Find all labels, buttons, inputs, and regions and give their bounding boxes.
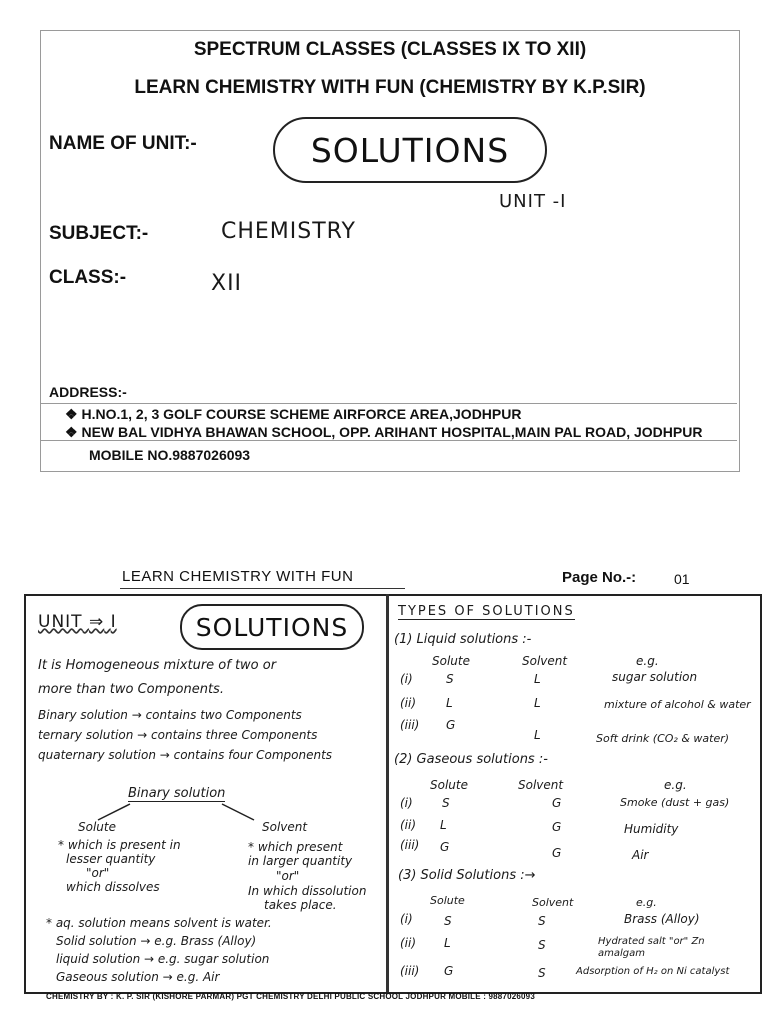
types-heading: TYPES OF SOLUTIONS — [398, 604, 575, 619]
cover-subtitle: LEARN CHEMISTRY WITH FUN (CHEMISTRY BY K.P.SIR) — [134, 77, 646, 98]
gas-row-solvent: G — [552, 820, 562, 834]
quaternary-definition: quaternary solution → contains four Components — [38, 748, 333, 762]
liquid-row-eg: sugar solution — [612, 670, 698, 684]
double-arrow-icon: ⇒ — [88, 612, 105, 632]
liquid-row-eg: mixture of alcohol & water — [604, 698, 751, 711]
gas-row-eg: Air — [632, 848, 649, 862]
solutions-title: SOLUTIONS — [195, 612, 349, 642]
aq-solution-note: * aq. solution means solvent is water. — [46, 916, 272, 930]
solid-col-solvent: Solvent — [532, 896, 574, 909]
solvent-desc-4: In which dissolution — [248, 884, 367, 898]
class-value: XII — [211, 271, 243, 296]
solute-desc-1: * which is present in — [58, 838, 181, 852]
page-number: 01 — [674, 571, 690, 587]
solid-row-solute: S — [444, 914, 452, 928]
bullet-icon: ❖ — [65, 406, 78, 422]
solid-row-num: (i) — [400, 912, 413, 926]
solid-row-num: (ii) — [400, 936, 417, 950]
gas-col-solvent: Solvent — [518, 778, 564, 792]
binary-solution-heading: Binary solution — [128, 786, 226, 801]
solid-row-eg: Brass (Alloy) — [624, 912, 700, 926]
gas-row-solute: L — [440, 818, 447, 832]
class-label: CLASS:- — [49, 267, 127, 288]
unit-name-value: SOLUTIONS — [310, 130, 510, 170]
liquid-row-solvent: L — [534, 696, 541, 710]
solvent-desc-1: * which present — [248, 840, 343, 854]
unit-name-label: NAME OF UNIT:- — [49, 133, 197, 154]
subject-label: SUBJECT:- — [49, 223, 149, 244]
liquid-col-solvent: Solvent — [522, 654, 568, 668]
gas-row-eg: Smoke (dust + gas) — [620, 796, 730, 809]
address-label: ADDRESS:- — [49, 384, 127, 400]
example-solid: Solid solution → e.g. Brass (Alloy) — [56, 934, 257, 948]
solid-row-solvent: S — [538, 938, 546, 952]
definition-line-1: It is Homogeneous mixture of two or — [38, 658, 277, 673]
solute-desc-4: which dissolves — [66, 880, 160, 894]
ternary-definition: ternary solution → contains three Components — [38, 728, 318, 742]
page-footer: CHEMISTRY BY : K. P. SIR (KISHORE PARMAR) PGT CHEMISTRY DELHI PUBLIC SCHOOL JODHPUR MOBILE : 9887026093 — [46, 992, 535, 1001]
liquid-row-num: (ii) — [400, 696, 417, 710]
liquid-row-solute: S — [446, 672, 454, 686]
liquid-row-solvent: L — [534, 672, 541, 686]
page-number-label: Page No.-: — [562, 569, 637, 586]
liquid-row-solute: L — [446, 696, 453, 710]
unit-number: UNIT -I — [499, 191, 567, 212]
gas-row-eg: Humidity — [624, 822, 679, 836]
page-header: LEARN CHEMISTRY WITH FUN — [122, 568, 354, 585]
solid-row-solute: L — [444, 936, 451, 950]
solid-solutions-heading: (3) Solid Solutions :→ — [398, 868, 536, 883]
example-gaseous: Gaseous solution → e.g. Air — [56, 970, 220, 984]
solid-row-num: (iii) — [400, 964, 420, 978]
solid-row-eg: Hydrated salt "or" Zn amalgam — [598, 936, 705, 959]
solid-row-solute: G — [444, 964, 454, 978]
address-line-1: ❖ H.NO.1, 2, 3 GOLF COURSE SCHEME AIRFORCE AREA,JODHPUR — [65, 406, 522, 422]
example-liquid: liquid solution → e.g. sugar solution — [56, 952, 270, 966]
liquid-row-num: (i) — [400, 672, 413, 686]
solid-col-eg: e.g. — [636, 896, 657, 909]
liquid-solutions-heading: (1) Liquid solutions :- — [394, 632, 532, 647]
liquid-col-eg: e.g. — [636, 654, 659, 668]
cover-title: SPECTRUM CLASSES (CLASSES IX TO XII) — [193, 39, 587, 60]
address-line-2: ❖ NEW BAL VIDHYA BHAWAN SCHOOL, OPP. ARIHANT HOSPITAL,MAIN PAL ROAD, JODHPUR — [65, 424, 703, 440]
gas-col-eg: e.g. — [664, 778, 687, 792]
definition-line-2: more than two Components. — [38, 682, 224, 697]
liquid-col-solute: Solute — [432, 654, 470, 668]
gas-row-num: (iii) — [400, 838, 420, 852]
solvent-desc-5: takes place. — [264, 898, 337, 912]
solvent-heading: Solvent — [262, 820, 308, 834]
liquid-row-solute: G — [446, 718, 456, 732]
bullet-icon: ❖ — [65, 424, 78, 440]
mobile-number: MOBILE NO.9887026093 — [89, 447, 251, 463]
solvent-desc-2: in larger quantity — [248, 854, 353, 868]
solid-row-eg: Adsorption of H₂ on Ni catalyst — [576, 966, 730, 977]
liquid-row-eg: Soft drink (CO₂ & water) — [596, 732, 730, 745]
gas-row-num: (i) — [400, 796, 413, 810]
solid-col-solute: Solute — [430, 894, 465, 907]
liquid-row-solvent: L — [534, 728, 541, 742]
solute-heading: Solute — [78, 820, 116, 834]
subject-value: CHEMISTRY — [221, 219, 356, 244]
solute-desc-3: "or" — [86, 866, 110, 880]
gas-col-solute: Solute — [430, 778, 468, 792]
liquid-row-num: (iii) — [400, 718, 420, 732]
solid-row-solvent: S — [538, 966, 546, 980]
binary-definition: Binary solution → contains two Components — [38, 708, 302, 722]
gas-row-solute: S — [442, 796, 450, 810]
gas-row-solvent: G — [552, 846, 562, 860]
gas-row-num: (ii) — [400, 818, 417, 832]
solid-row-solvent: S — [538, 914, 546, 928]
solute-desc-2: lesser quantity — [66, 852, 156, 866]
gaseous-solutions-heading: (2) Gaseous solutions :- — [394, 752, 548, 767]
unit-label: UNIT ⇒ I — [38, 612, 117, 632]
gas-row-solvent: G — [552, 796, 562, 810]
solvent-desc-3: "or" — [276, 869, 300, 883]
gas-row-solute: G — [440, 840, 450, 854]
